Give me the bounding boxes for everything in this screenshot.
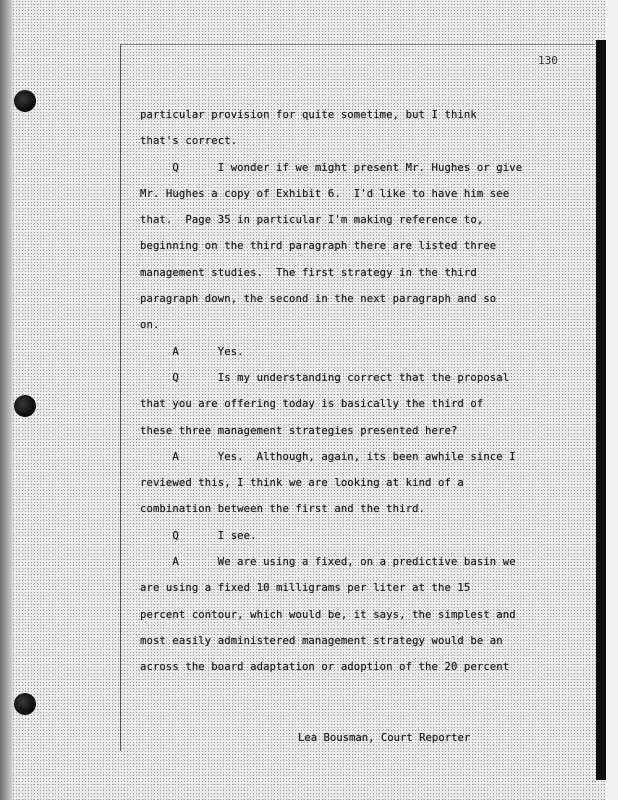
transcript-line: that you are offering today is basically the third of [140,398,484,411]
transcript-line: that. Page 35 in particular I'm making reference to, [140,214,484,227]
transcript-line: most easily administered management strategy would be an [140,634,503,647]
scan-edge-right [596,40,606,780]
transcript-line: Q Is my understanding correct that the proposal [140,371,510,384]
transcript-line: Q I see. [140,529,257,542]
transcript-body [140,102,568,681]
transcript-line: these three management strategies presented here? [140,424,458,437]
transcript-line: A Yes. Although, again, its been awhile since I [140,450,516,463]
court-reporter-footer: Lea Bousman, Court Reporter [298,732,471,744]
binder-hole-top [14,90,36,112]
binder-hole-bottom [14,693,36,715]
transcript-line: A We are using a fixed, on a predictive basin we [140,556,516,569]
transcript-line: percent contour, which would be, it says, the simplest and [140,608,516,621]
transcript-line: combination between the first and the third. [140,503,426,516]
transcript-line: on. [140,319,160,332]
page-number: 130 [538,54,558,67]
binder-hole-middle [14,395,36,417]
transcript-line: particular provision for quite sometime, but I think [140,109,477,121]
transcript-line: Mr. Hughes a copy of Exhibit 6. I'd like to have him see [140,187,510,200]
scan-edge-left [0,0,14,800]
transcript-line: Q I wonder if we might present Mr. Hughes or give [140,161,523,174]
transcript-line: across the board adaptation or adoption of the 20 percent [140,661,510,674]
transcript-line: reviewed this, I think we are looking at kind of a [140,477,464,490]
scan-margin-right [606,0,618,800]
transcript-line: A Yes. [140,345,244,358]
transcript-line: beginning on the third paragraph there are listed three [140,240,497,253]
transcript-line: management studies. The first strategy in the third [140,266,477,279]
transcript-line: are using a fixed 10 milligrams per liter at the 15 [140,582,471,595]
transcript-line: that's correct. [140,135,238,148]
transcript-line: paragraph down, the second in the next paragraph and so [140,293,497,306]
